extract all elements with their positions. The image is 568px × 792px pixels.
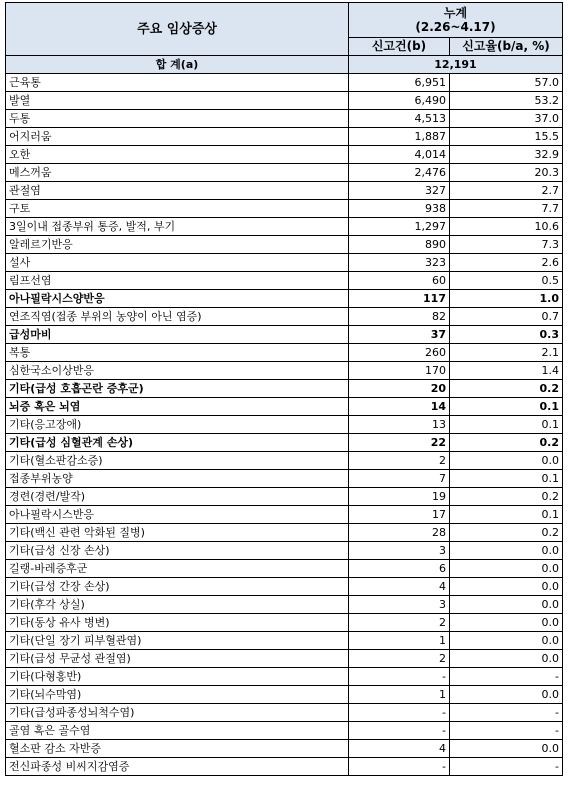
cumulative-label: 누계 xyxy=(443,6,468,20)
report-rate-cell: 0.0 xyxy=(450,596,563,614)
report-rate-cell: 0.7 xyxy=(450,308,563,326)
report-count-cell: 2 xyxy=(349,650,450,668)
symptom-name-cell: 아나필락시스양반응 xyxy=(6,290,349,308)
report-count-cell: 37 xyxy=(349,326,450,344)
total-row xyxy=(6,56,563,74)
symptom-name-cell: 복통 xyxy=(6,344,349,362)
report-rate-cell: 0.0 xyxy=(450,686,563,704)
table-row xyxy=(6,470,563,488)
report-rate-cell: 0.0 xyxy=(450,740,563,758)
table-row xyxy=(6,686,563,704)
table-row xyxy=(6,668,563,686)
table-row xyxy=(6,434,563,452)
symptom-name-cell: 전신파종성 비씨지감염증 xyxy=(6,758,349,776)
symptom-name-cell: 급성마비 xyxy=(6,326,349,344)
table-row xyxy=(6,704,563,722)
table-row xyxy=(6,182,563,200)
report-count-cell: 20 xyxy=(349,380,450,398)
report-rate-cell: 0.1 xyxy=(450,470,563,488)
report-count-cell: 6,490 xyxy=(349,92,450,110)
symptom-name-cell: 오한 xyxy=(6,146,349,164)
report-rate-cell: 2.6 xyxy=(450,254,563,272)
table-row xyxy=(6,488,563,506)
symptom-name-cell: 기타(혈소판감소증) xyxy=(6,452,349,470)
report-rate-cell: 1.0 xyxy=(450,290,563,308)
report-count-cell: 28 xyxy=(349,524,450,542)
symptom-name-cell: 알레르기반응 xyxy=(6,236,349,254)
table-row xyxy=(6,452,563,470)
table-row xyxy=(6,416,563,434)
report-rate-cell: 0.5 xyxy=(450,272,563,290)
symptom-name-cell: 메스꺼움 xyxy=(6,164,349,182)
symptom-name-cell: 접종부위농양 xyxy=(6,470,349,488)
table-row xyxy=(6,236,563,254)
symptom-name-cell: 길랭-바레증후군 xyxy=(6,560,349,578)
table-row xyxy=(6,146,563,164)
symptom-name-cell: 뇌증 혹은 뇌염 xyxy=(6,398,349,416)
report-rate-cell: 0.0 xyxy=(450,452,563,470)
table-row xyxy=(6,560,563,578)
rate-column-header: 신고율(b/a, %) xyxy=(450,38,563,56)
symptom-name-cell: 기타(급성 호흡곤란 증후군) xyxy=(6,380,349,398)
report-count-cell: 13 xyxy=(349,416,450,434)
symptom-name-cell: 기타(급성 간장 손상) xyxy=(6,578,349,596)
table-row xyxy=(6,614,563,632)
header-row-top xyxy=(6,3,563,38)
report-count-cell: 327 xyxy=(349,182,450,200)
report-rate-cell: 1.4 xyxy=(450,362,563,380)
report-rate-cell: 2.1 xyxy=(450,344,563,362)
symptom-name-cell: 아나필락시스반응 xyxy=(6,506,349,524)
report-rate-cell: 2.7 xyxy=(450,182,563,200)
report-rate-cell: 0.0 xyxy=(450,560,563,578)
symptom-name-cell: 경련(경련/발작) xyxy=(6,488,349,506)
symptom-report-table xyxy=(5,2,563,776)
symptom-name-cell: 기타(다형홍반) xyxy=(6,668,349,686)
report-count-cell: - xyxy=(349,668,450,686)
symptom-name-cell: 기타(단일 장기 피부혈관염) xyxy=(6,632,349,650)
table-row xyxy=(6,650,563,668)
report-count-cell: 60 xyxy=(349,272,450,290)
table-row xyxy=(6,326,563,344)
report-count-cell: 4,513 xyxy=(349,110,450,128)
symptom-name-cell: 기타(뇌수막염) xyxy=(6,686,349,704)
report-count-cell: 4 xyxy=(349,578,450,596)
report-count-cell: 4 xyxy=(349,740,450,758)
report-rate-cell: 32.9 xyxy=(450,146,563,164)
report-rate-cell: 0.2 xyxy=(450,488,563,506)
symptom-name-cell: 두통 xyxy=(6,110,349,128)
report-rate-cell: - xyxy=(450,758,563,776)
table-row xyxy=(6,74,563,92)
table-row xyxy=(6,362,563,380)
symptom-name-cell: 기타(응고장애) xyxy=(6,416,349,434)
report-count-cell: 1,887 xyxy=(349,128,450,146)
cumulative-header xyxy=(349,3,563,38)
report-rate-cell: 0.2 xyxy=(450,434,563,452)
table-row xyxy=(6,596,563,614)
table-row xyxy=(6,272,563,290)
symptom-table-container xyxy=(5,2,562,776)
symptom-name-cell: 관절염 xyxy=(6,182,349,200)
report-count-cell: 1,297 xyxy=(349,218,450,236)
symptom-name-cell: 기타(동상 유사 병변) xyxy=(6,614,349,632)
report-count-cell: 938 xyxy=(349,200,450,218)
table-row xyxy=(6,398,563,416)
report-count-cell: 19 xyxy=(349,488,450,506)
report-rate-cell: 7.3 xyxy=(450,236,563,254)
symptom-name-cell: 림프선염 xyxy=(6,272,349,290)
symptom-name-cell: 설사 xyxy=(6,254,349,272)
reports-column-header: 신고건(b) xyxy=(349,38,450,56)
report-rate-cell: 0.0 xyxy=(450,632,563,650)
report-rate-cell: 0.1 xyxy=(450,416,563,434)
symptom-name-cell: 기타(백신 관련 악화된 질병) xyxy=(6,524,349,542)
report-rate-cell: 10.6 xyxy=(450,218,563,236)
report-count-cell: 1 xyxy=(349,686,450,704)
report-count-cell: 3 xyxy=(349,542,450,560)
table-row xyxy=(6,92,563,110)
report-count-cell: 14 xyxy=(349,398,450,416)
report-rate-cell: 0.2 xyxy=(450,380,563,398)
report-count-cell: 890 xyxy=(349,236,450,254)
table-row xyxy=(6,110,563,128)
report-count-cell: 82 xyxy=(349,308,450,326)
table-row xyxy=(6,758,563,776)
symptom-name-cell: 어지러움 xyxy=(6,128,349,146)
report-count-cell: 2,476 xyxy=(349,164,450,182)
report-rate-cell: 20.3 xyxy=(450,164,563,182)
table-row xyxy=(6,254,563,272)
report-rate-cell: 0.0 xyxy=(450,614,563,632)
table-row xyxy=(6,740,563,758)
symptom-name-cell: 구토 xyxy=(6,200,349,218)
table-row xyxy=(6,218,563,236)
total-value: 12,191 xyxy=(349,56,563,74)
report-count-cell: 3 xyxy=(349,596,450,614)
report-rate-cell: 53.2 xyxy=(450,92,563,110)
report-count-cell: 6 xyxy=(349,560,450,578)
table-row xyxy=(6,542,563,560)
table-row xyxy=(6,308,563,326)
cumulative-period: (2.26~4.17) xyxy=(415,20,496,34)
report-count-cell: 4,014 xyxy=(349,146,450,164)
report-rate-cell: 0.0 xyxy=(450,650,563,668)
table-row xyxy=(6,344,563,362)
report-count-cell: 117 xyxy=(349,290,450,308)
report-rate-cell: - xyxy=(450,668,563,686)
report-rate-cell: 37.0 xyxy=(450,110,563,128)
table-row xyxy=(6,722,563,740)
symptom-name-cell: 연조직염(접종 부위의 농양이 아닌 염증) xyxy=(6,308,349,326)
report-rate-cell: - xyxy=(450,722,563,740)
report-count-cell: 6,951 xyxy=(349,74,450,92)
report-count-cell: 22 xyxy=(349,434,450,452)
report-rate-cell: 57.0 xyxy=(450,74,563,92)
report-rate-cell: 0.1 xyxy=(450,506,563,524)
table-row xyxy=(6,164,563,182)
report-count-cell: - xyxy=(349,722,450,740)
total-label: 합 계(a) xyxy=(6,56,349,74)
report-count-cell: 17 xyxy=(349,506,450,524)
report-count-cell: 170 xyxy=(349,362,450,380)
report-rate-cell: 0.2 xyxy=(450,524,563,542)
report-rate-cell: 15.5 xyxy=(450,128,563,146)
table-row xyxy=(6,506,563,524)
symptom-name-cell: 기타(후각 상실) xyxy=(6,596,349,614)
table-row xyxy=(6,200,563,218)
report-rate-cell: 7.7 xyxy=(450,200,563,218)
table-row xyxy=(6,578,563,596)
report-count-cell: - xyxy=(349,758,450,776)
table-row xyxy=(6,524,563,542)
symptom-name-cell: 기타(급성파종성뇌척수염) xyxy=(6,704,349,722)
symptom-name-cell: 심한국소이상반응 xyxy=(6,362,349,380)
report-count-cell: 7 xyxy=(349,470,450,488)
symptom-name-cell: 골염 혹은 골수염 xyxy=(6,722,349,740)
symptom-column-header: 주요 임상증상 xyxy=(6,3,349,56)
symptom-name-cell: 기타(급성 무균성 관절염) xyxy=(6,650,349,668)
report-rate-cell: 0.0 xyxy=(450,578,563,596)
report-count-cell: 2 xyxy=(349,614,450,632)
symptom-name-cell: 혈소판 감소 자반증 xyxy=(6,740,349,758)
symptom-name-cell: 3일이내 접종부위 통증, 발적, 부기 xyxy=(6,218,349,236)
report-count-cell: 2 xyxy=(349,452,450,470)
symptom-name-cell: 기타(급성 심혈관계 손상) xyxy=(6,434,349,452)
report-rate-cell: - xyxy=(450,704,563,722)
report-count-cell: 323 xyxy=(349,254,450,272)
table-row xyxy=(6,380,563,398)
table-row xyxy=(6,632,563,650)
report-count-cell: 260 xyxy=(349,344,450,362)
symptom-name-cell: 근육통 xyxy=(6,74,349,92)
report-rate-cell: 0.0 xyxy=(450,542,563,560)
report-count-cell: - xyxy=(349,704,450,722)
table-row xyxy=(6,128,563,146)
table-row xyxy=(6,290,563,308)
symptom-name-cell: 발열 xyxy=(6,92,349,110)
report-rate-cell: 0.1 xyxy=(450,398,563,416)
symptom-name-cell: 기타(급성 신장 손상) xyxy=(6,542,349,560)
report-rate-cell: 0.3 xyxy=(450,326,563,344)
report-count-cell: 1 xyxy=(349,632,450,650)
